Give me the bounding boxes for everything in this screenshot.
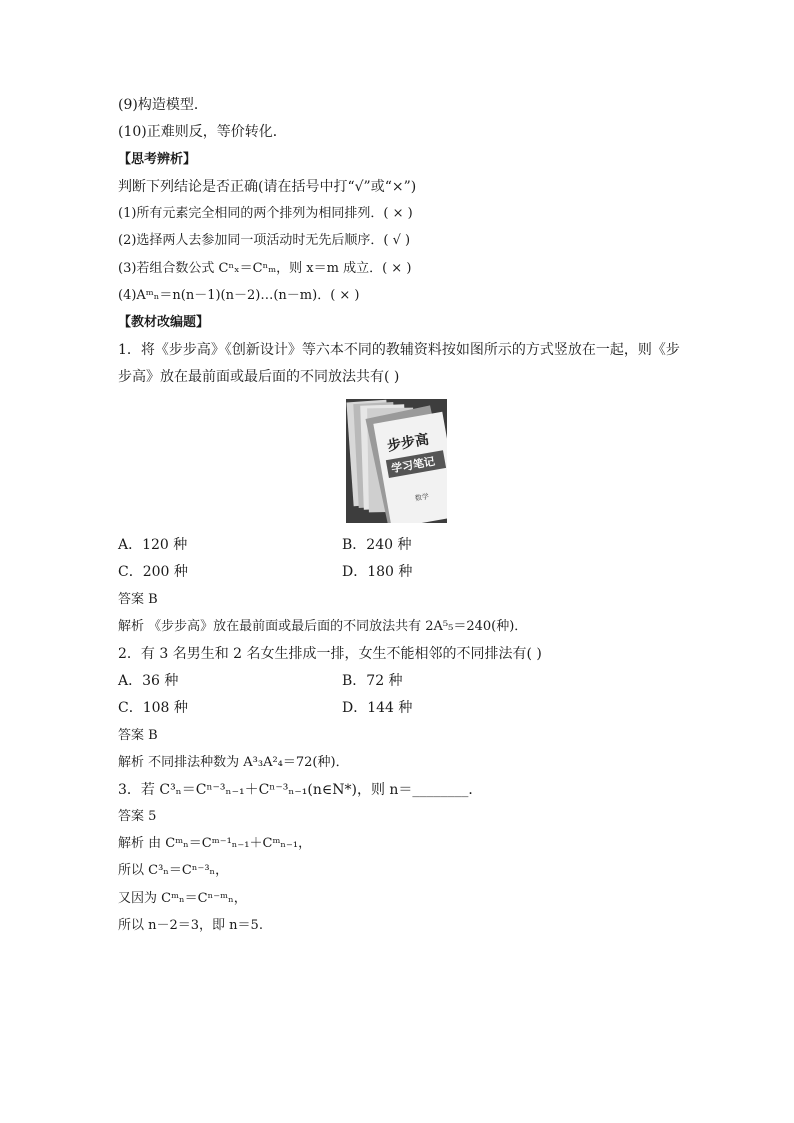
q1-option-d: D．180 种 [342,564,413,580]
q2-option-a: A．36 种 [118,673,179,689]
q2-option-b: B．72 种 [342,673,403,689]
question-1-line-1: 1．将《步步高》《创新设计》等六本不同的教辅资料按如图所示的方式竖放在一起，则《步 [118,342,680,358]
q1-explanation: 解析 《步步高》放在最前面或最后面的不同放法共有 2A⁵₅＝240(种)． [118,619,528,634]
judge-item-2: (2)选择两人去参加同一项活动时无先后顺序．( √ ) [118,233,411,248]
q2-option-c: C．108 种 [118,700,188,716]
q3-explanation-3: 又因为 Cᵐₙ＝Cⁿ⁻ᵐₙ， [118,891,247,906]
book-cover-text: 学习笔记 [390,454,436,476]
q1-option-b: B．240 种 [342,537,412,553]
q2-explanation: 解析 不同排法种数为 A³₃A²₄＝72(种)． [118,755,349,770]
q1-option-c: C．200 种 [118,564,188,580]
question-3: 3．若 C³ₙ＝Cⁿ⁻³ₙ₋₁＋Cⁿ⁻³ₙ₋₁(n∈N*)，则 n＝________． [118,782,483,798]
q3-answer: 答案 5 [118,809,157,824]
judge-item-3: (3)若组合数公式 Cⁿₓ＝Cⁿₘ，则 x＝m 成立．( × ) [118,261,412,276]
q1-answer: 答案 B [118,592,158,607]
method-item-9: (9)构造模型． [118,97,208,113]
book-subject-text: 数学 [414,492,430,503]
section-header-textbook: 【教材改编题】 [118,315,210,330]
q3-explanation-4: 所以 n－2＝3，即 n＝5. [118,918,263,933]
question-2: 2．有 3 名男生和 2 名女生排成一排，女生不能相邻的不同排法有( ) [118,646,542,662]
section-header-think: 【思考辨析】 [118,152,197,167]
q1-option-a: A．120 种 [118,537,188,553]
judge-item-1: (1)所有元素完全相同的两个排列为相同排列．( × ) [118,206,413,221]
q2-answer: 答案 B [118,728,158,743]
question-1-line-2: 步高》放在最前面或最后面的不同放法共有( ) [118,369,400,385]
method-item-10: (10)正难则反，等价转化． [118,124,287,140]
q3-explanation-2: 所以 C³ₙ＝Cⁿ⁻³ₙ， [118,863,229,878]
judge-instruction: 判断下列结论是否正确(请在括号中打“√”或“×”) [118,179,417,195]
q3-explanation-1: 解析 由 Cᵐₙ＝Cᵐ⁻¹ₙ₋₁＋Cᵐₙ₋₁， [118,836,312,851]
books-photo [346,399,447,523]
book-title-text: 步步高 [386,431,431,455]
q2-option-d: D．144 种 [342,700,413,716]
judge-item-4: (4)Aᵐₙ＝n(n－1)(n－2)…(n－m)．( × ) [118,288,360,303]
